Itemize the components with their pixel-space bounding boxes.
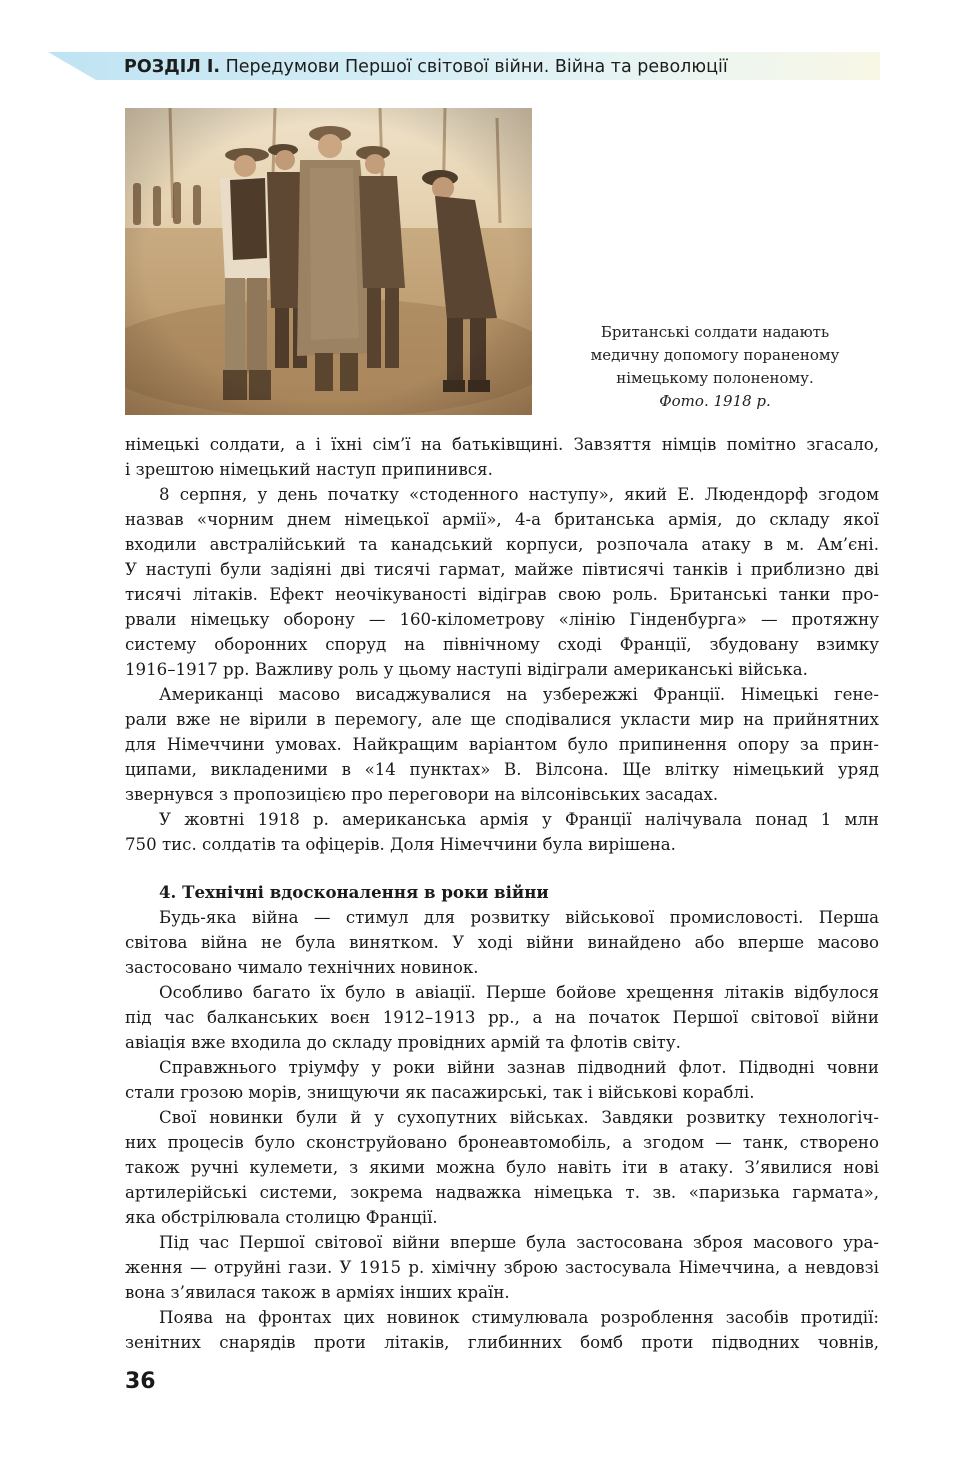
text-line: рвали німецьку оборону — 160-кілометрову «лінію Гінденбурга» — протяжну xyxy=(125,610,879,629)
text-line: для Німеччини умовах. Найкращим варіантом було припинення опору за прин- xyxy=(125,735,879,754)
text-line: авіація вже входила до складу провідних армій та флотів світу. xyxy=(125,1033,681,1052)
text-line: світова війна не була винятком. У ході війни винайдено або вперше масово xyxy=(125,933,879,952)
paragraph xyxy=(125,482,879,682)
text-line: Під час Першої світової війни вперше була застосована зброя масового ура- xyxy=(159,1233,879,1252)
text-line: ципами, викладеними в «14 пунктах» В. Вілсона. Ще влітку німецький уряд xyxy=(125,760,879,779)
text-line: застосовано чимало технічних новинок. xyxy=(125,958,479,977)
caption-line: німецькому полоненому. xyxy=(616,369,814,387)
text-line: систему оборонних споруд на північному сході Франції, збудовану взимку xyxy=(125,635,879,654)
paragraph xyxy=(125,1105,879,1230)
text-line: входили австралійський та канадський корпуси, розпочала атаку в м. Ам’єні. xyxy=(125,535,879,554)
photo-soldiers-image xyxy=(125,108,532,415)
text-line: під час балканських воєн 1912–1913 рр., а на початок Першої світової війни xyxy=(125,1008,879,1027)
text-line: Будь-яка війна — стимул для розвитку військової промисловості. Перша xyxy=(159,908,879,927)
text-line: також ручні кулемети, з якими можна було навіть іти в атаку. З’явилися нові xyxy=(125,1158,879,1177)
section-label: РОЗДІЛ І. xyxy=(124,57,221,77)
text-line: німецькі солдати, а і їхні сім’ї на батьківщині. Завзяття німців помітно згасало, xyxy=(125,435,879,454)
caption-line: Британські солдати надають xyxy=(600,323,830,341)
text-line: Поява на фронтах цих новинок стимулювала розроблення засобів протидії: xyxy=(159,1308,879,1327)
text-line: Справжнього тріумфу у роки війни зазнав підводний флот. Підводні човни xyxy=(159,1058,879,1077)
text-line: 1916–1917 рр. Важливу роль у цьому наступі відіграли американські війська. xyxy=(125,660,808,679)
paragraph xyxy=(125,905,879,980)
paragraph xyxy=(125,682,879,807)
paragraph xyxy=(125,1305,879,1355)
text-line: Особливо багато їх було в авіації. Перше бойове хрещення літаків відбулося xyxy=(159,983,879,1002)
text-line: стали грозою морів, знищуючи як пасажирські, так і військові кораблі. xyxy=(125,1083,755,1102)
text-line: У наступі були задіяні дві тисячі гармат, майже півтисячі танків і приблизно дві xyxy=(125,560,879,579)
text-line: артилерійські системи, зокрема надважка німецька т. зв. «паризька гармата», xyxy=(125,1183,879,1202)
text-line: них процесів було сконструйовано бронеавтомобіль, а згодом — танк, створено xyxy=(125,1133,879,1152)
section-heading: 4. Технічні вдосконалення в роки війни xyxy=(159,882,549,902)
text-line: 750 тис. солдатів та офіцерів. Доля Німеччини була вирішена. xyxy=(125,835,676,854)
header-title: Передумови Першої світової війни. Війна та революції xyxy=(225,57,728,77)
section-spacer xyxy=(125,857,879,880)
text-line: 8 серпня, у день початку «стоденного наступу», який Е. Людендорф згодом xyxy=(159,485,879,504)
historical-photo xyxy=(125,108,532,415)
caption-line: медичну допомогу пораненому xyxy=(590,346,840,364)
main-text xyxy=(125,432,879,1355)
photo-credit: Фото. 1918 р. xyxy=(659,392,771,410)
text-line: У жовтні 1918 р. американська армія у Франції налічувала понад 1 млн xyxy=(159,810,879,829)
text-line: тисячі літаків. Ефект неочікуваності відіграв свою роль. Британські танки про- xyxy=(125,585,879,604)
text-line: і зрештою німецький наступ припинився. xyxy=(125,460,493,479)
text-line: вона з’явилася також в арміях інших країн. xyxy=(125,1283,510,1302)
paragraph xyxy=(125,432,879,482)
paragraph xyxy=(125,1055,879,1105)
text-line: звернувся з пропозицією про переговори на вілсонівських засадах. xyxy=(125,785,719,804)
photo-caption xyxy=(560,321,870,413)
running-header xyxy=(124,55,728,79)
paragraph xyxy=(125,807,879,857)
text-line: Свої новинки були й у сухопутних військах. Завдяки розвитку технологіч- xyxy=(159,1108,879,1127)
paragraph xyxy=(125,980,879,1055)
text-line: Американці масово висаджувалися на узбережжі Франції. Німецькі гене- xyxy=(159,685,879,704)
page-number: 36 xyxy=(125,1369,156,1394)
text-line: зенітних снарядів проти літаків, глибинних бомб проти підводних човнів, xyxy=(125,1333,879,1352)
text-line: яка обстрілювала столицю Франції. xyxy=(125,1208,438,1227)
text-line: рали вже не вірили в перемогу, але ще сподівалися укласти мир на прийнятних xyxy=(125,710,879,729)
text-line: ження — отруйні гази. У 1915 р. хімічну зброю застосувала Німеччина, а невдовзі xyxy=(125,1258,879,1277)
text-line: назвав «чорним днем німецької армії», 4-а британська армія, до складу якої xyxy=(125,510,879,529)
paragraph xyxy=(125,1230,879,1305)
